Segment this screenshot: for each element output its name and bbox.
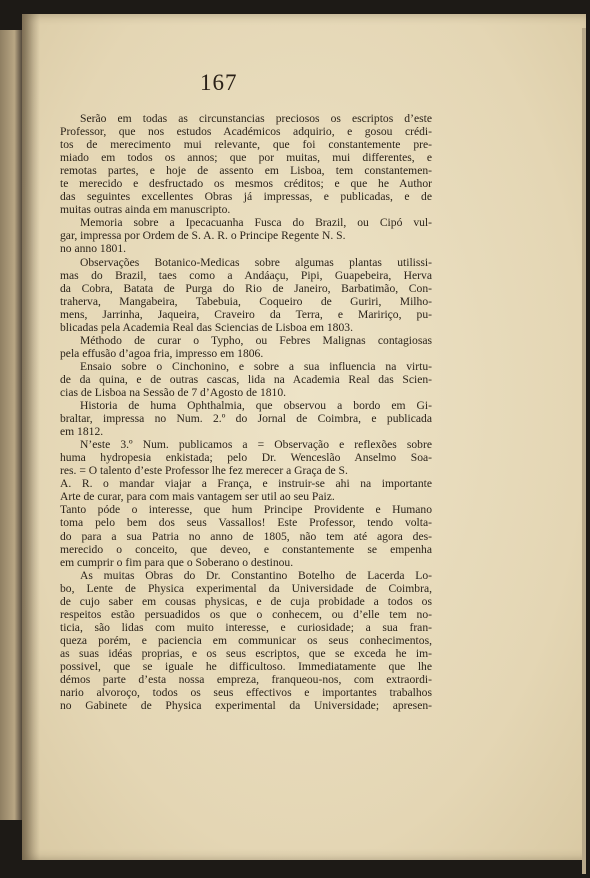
- text-line: Serão em todas as circunstancias preciosos os escriptos d’este: [80, 112, 432, 125]
- text-line: Arte de curar, para com mais vantagem ser util ao seu Paiz.: [60, 490, 335, 504]
- page-right-edge: [582, 28, 586, 874]
- text-line: de cujo saber em cousas physicas, e de cuja probidade a todos os: [60, 594, 432, 608]
- text-line: em cumprir o fim para que o Soberano o destinou.: [60, 555, 294, 569]
- text-line: bo, Lente de Physica experimental da Universidade de Coimbra,: [60, 581, 432, 595]
- text-line: As muitas Obras do Dr. Constantino Botelho de Lacerda Lo-: [80, 568, 432, 582]
- text-line: Observações Botanico-Medicas sobre algumas plantas utilissi-: [80, 255, 432, 269]
- text-line: cias de Lisboa na Sessão de 7 d’Agosto de 1810.: [60, 385, 287, 399]
- text-line: no anno 1801.: [60, 242, 127, 256]
- text-line: Méthodo de curar o Typho, ou Febres Malignas contagiosas: [80, 333, 432, 347]
- text-line: as suas idéas proprias, e os seus escriptos, que se exceda he im-: [60, 646, 432, 660]
- text-line: gar, impressa por Ordem de S. A. R. o Principe Regente N. S.: [60, 229, 346, 243]
- text-line: possivel, que se iguale he difficultoso. Immediatamente que lhe: [60, 659, 432, 673]
- text-line: da Cobra, Batata de Purga do Rio de Janeiro, Barbatimão, Con-: [60, 281, 432, 295]
- text-line: Tanto póde o interesse, que hum Principe Providente e Humano: [60, 503, 432, 517]
- text-line: Ensaio sobre o Cinchonino, e sobre a sua influencia na virtu-: [80, 359, 432, 373]
- text-line: huma hydropesia enkistada; pelo Dr. Wenceslão Anselmo Soa-: [60, 451, 432, 465]
- text-line: remotas partes, e hoje de assento em Lisboa, tem constantemen-: [60, 164, 432, 178]
- text-line: traherva, Mangabeira, Tabebuia, Coqueiro de Guriri, Milho-: [60, 294, 432, 308]
- text-line: Professor, que nos estudos Académicos adquirio, e gosou crédi-: [60, 125, 432, 139]
- text-line: Historia de huma Ophthalmia, que observou a bordo em Gi-: [80, 399, 432, 413]
- text-line: Memoria sobre a Ipecacuanha Fusca do Brazil, ou Cipó vul-: [80, 216, 432, 230]
- text-line: nario alvoroço, todos os seus effectivos e importantes trabalhos: [60, 686, 432, 700]
- text-line: tos de merecimento mui relevante, que foi constantemente pre-: [60, 138, 432, 152]
- text-line: no Gabinete de Physica experimental da Universidade; apresen-: [60, 699, 432, 713]
- text-line: res. = O talento d’este Professor lhe fez merecer a Graça de S.: [60, 464, 348, 478]
- body-text: [60, 112, 432, 712]
- page-gutter-shadow: [22, 14, 40, 860]
- page-number: 167: [200, 70, 238, 95]
- text-line: toma pelo bem dos seus Vassallos! Este Professor, tendo volta-: [60, 516, 432, 530]
- text-line: braltar, impressa no Num. 2.º do Jornal de Coimbra, e publicada: [60, 412, 432, 426]
- text-line: te merecido e desfructado os mesmos créditos; e que he Author: [60, 177, 432, 191]
- text-line: respeitos estão persuadidos os que o conhecem, ou d’elle tem no-: [60, 607, 432, 621]
- text-line: A. R. o mandar viajar a França, e instruir-se ahi na importante: [60, 477, 432, 491]
- text-line: miado em todos os annos; que por muitas, mui differentes, e: [60, 151, 432, 165]
- text-line: N’este 3.º Num. publicamos a = Observação e reflexões sobre: [80, 438, 432, 452]
- text-line: mens, Jarrinha, Jaqueira, Craveiro da Terra, e Maririço, pu-: [60, 307, 432, 321]
- text-line: blicadas pela Academia Real das Sciencias de Lisboa em 1803.: [60, 320, 353, 334]
- text-line: em 1812.: [60, 425, 104, 439]
- text-line: démos parte d’esta nossa empreza, franqueou-nos, com extraordi-: [60, 673, 432, 687]
- text-line: ticia, são lidas com muito interesse, e curiosidade; a sua fran-: [60, 620, 432, 634]
- text-line: queza porém, e paciencia em communicar os seus conhecimentos,: [60, 633, 432, 647]
- text-line: pela effusão d’agoa fria, impresso em 1806.: [60, 346, 264, 360]
- text-line: de da quina, e de outras cascas, lida na Academia Real das Scien-: [60, 372, 432, 386]
- text-line: merecido o conceito, que deveo, e constantemente se empenha: [60, 542, 432, 556]
- facing-page-edge: [0, 30, 24, 820]
- text-line: muitas outras ainda em manuscripto.: [60, 203, 231, 217]
- text-line: das seguintes excellentes Obras já impressas, e publicadas, e de: [60, 190, 432, 204]
- text-line: mas do Brazil, taes como a Andáaçu, Pipi, Guapebeira, Herva: [60, 268, 432, 282]
- text-line: do para a sua Patria no anno de 1805, não tem até agora des-: [60, 529, 432, 543]
